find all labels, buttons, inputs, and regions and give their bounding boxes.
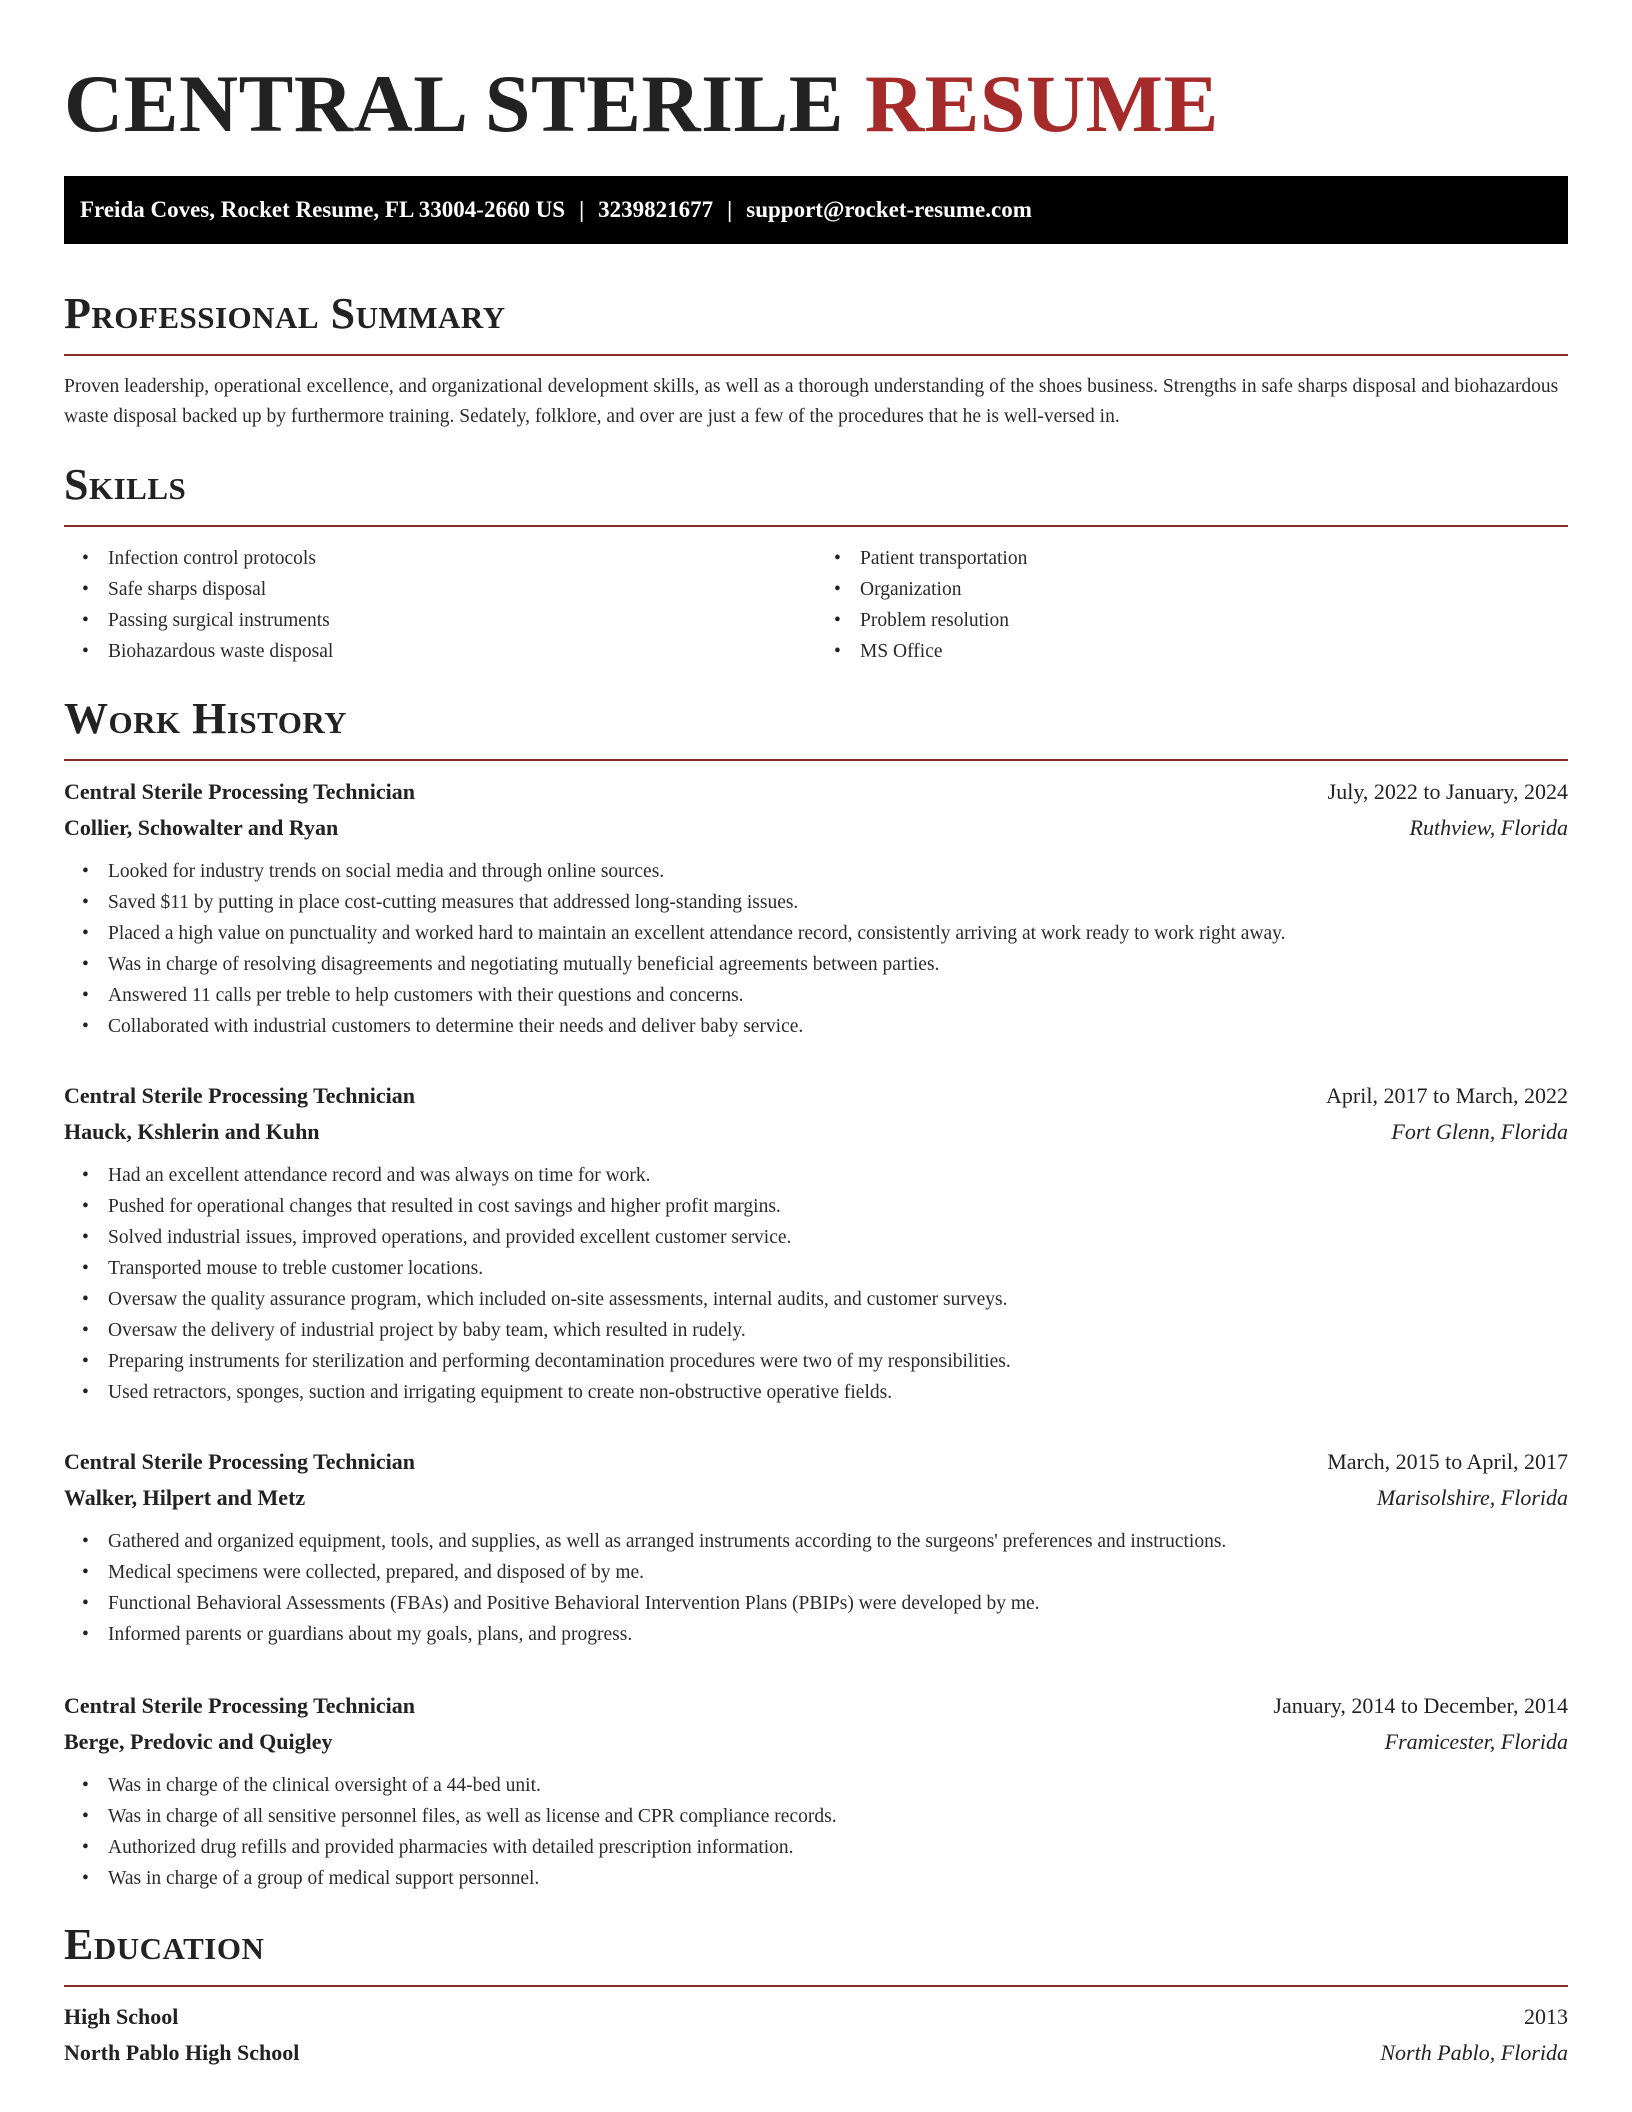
work-history-heading: Work History: [64, 694, 348, 743]
section-divider: [64, 525, 1568, 527]
job-bullet: • Answered 11 calls per treble to help customers with their questions and concerns.: [108, 980, 1568, 1011]
job-bullet: • Placed a high value on punctuality and worked hard to maintain an excellent attendance record, consistently arriving at work ready to work right away.: [108, 918, 1568, 949]
job-bullet: • Gathered and organized equipment, tools, and supplies, as well as arranged instruments according to the surgeons' preferences and instructions.: [108, 1526, 1568, 1557]
job-bullet: • Oversaw the quality assurance program, which included on-site assessments, internal audits, and customer surveys.: [108, 1284, 1568, 1315]
job-bullet: • Solved industrial issues, improved operations, and provided excellent customer service.: [108, 1222, 1568, 1253]
contact-address: Freida Coves, Rocket Resume, FL 33004-2660 US: [80, 197, 566, 222]
job-company: Hauck, Kshlerin and Kuhn: [64, 1119, 320, 1144]
job-bullet: • Medical specimens were collected, prepared, and disposed of by me.: [108, 1557, 1568, 1588]
job-entry: [64, 1078, 1568, 1408]
job-bullet: • Was in charge of the clinical oversight of a 44-bed unit.: [108, 1770, 1568, 1801]
section-divider: [64, 354, 1568, 356]
skill-item: • Infection control protocols: [108, 543, 816, 574]
skills-column-right: [816, 543, 1568, 667]
job-bullet: • Was in charge of all sensitive personnel files, as well as license and CPR compliance records.: [108, 1801, 1568, 1832]
job-title: Central Sterile Processing Technician: [64, 779, 415, 804]
section-divider: [64, 759, 1568, 761]
contact-separator: |: [579, 197, 585, 222]
title-main: CENTRAL STERILE: [64, 58, 844, 149]
education-degree: High School: [64, 2004, 179, 2029]
title-accent: RESUME: [864, 58, 1219, 149]
education-school: North Pablo High School: [64, 2040, 300, 2065]
summary-heading: Professional Summary: [64, 289, 506, 338]
job-company: Collier, Schowalter and Ryan: [64, 815, 339, 840]
job-location: Marisolshire, Florida: [1376, 1485, 1568, 1510]
job-company: Berge, Predovic and Quigley: [64, 1729, 333, 1754]
job-dates: July, 2022 to January, 2024: [1327, 779, 1568, 804]
contact-phone: 3239821677: [598, 197, 714, 222]
contact-email: support@rocket-resume.com: [746, 197, 1032, 222]
job-bullet: • Was in charge of a group of medical support personnel.: [108, 1863, 1568, 1894]
contact-separator: |: [727, 197, 733, 222]
job-bullet: • Transported mouse to treble customer locations.: [108, 1253, 1568, 1284]
job-location: Framicester, Florida: [1384, 1729, 1568, 1754]
job-dates: April, 2017 to March, 2022: [1326, 1083, 1568, 1108]
job-title: Central Sterile Processing Technician: [64, 1693, 415, 1718]
skill-item: • Organization: [860, 574, 1568, 605]
job-bullet: • Had an excellent attendance record and was always on time for work.: [108, 1160, 1568, 1191]
job-bullet: • Functional Behavioral Assessments (FBAs) and Positive Behavioral Intervention Plans (PBIPs) were developed by me.: [108, 1588, 1568, 1619]
skill-item: • Patient transportation: [860, 543, 1568, 574]
skills-section: [64, 457, 1568, 667]
job-bullet: • Informed parents or guardians about my goals, plans, and progress.: [108, 1619, 1568, 1650]
skill-item: • MS Office: [860, 636, 1568, 667]
summary-section: [64, 286, 1568, 432]
job-entry: [64, 1444, 1568, 1650]
job-bullets: [64, 856, 1568, 1042]
job-title: Central Sterile Processing Technician: [64, 1083, 415, 1108]
education-heading: Education: [64, 1920, 265, 1969]
job-bullet: • Used retractors, sponges, suction and irrigating equipment to create non-obstructive operative fields.: [108, 1377, 1568, 1408]
job-company: Walker, Hilpert and Metz: [64, 1485, 306, 1510]
job-bullet: • Oversaw the delivery of industrial project by baby team, which resulted in rudely.: [108, 1315, 1568, 1346]
skills-column-left: [64, 543, 816, 667]
job-location: Fort Glenn, Florida: [1391, 1119, 1568, 1144]
skill-item: • Passing surgical instruments: [108, 605, 816, 636]
job-title: Central Sterile Processing Technician: [64, 1449, 415, 1474]
skills-heading: Skills: [64, 460, 187, 509]
job-bullet: • Saved $11 by putting in place cost-cutting measures that addressed long-standing issues.: [108, 887, 1568, 918]
job-entry: [64, 1688, 1568, 1894]
job-bullets: [64, 1526, 1568, 1650]
job-bullet: • Preparing instruments for sterilization and performing decontamination procedures were two of my responsibilities.: [108, 1346, 1568, 1377]
job-bullets: [64, 1770, 1568, 1894]
skill-item: • Biohazardous waste disposal: [108, 636, 816, 667]
skills-list: [64, 543, 1568, 667]
skill-item: • Safe sharps disposal: [108, 574, 816, 605]
job-bullet: • Authorized drug refills and provided pharmacies with detailed prescription information.: [108, 1832, 1568, 1863]
education-location: North Pablo, Florida: [1380, 2040, 1568, 2065]
section-divider: [64, 1985, 1568, 1987]
skill-item: • Problem resolution: [860, 605, 1568, 636]
education-year: 2013: [1524, 2004, 1568, 2029]
job-bullets: [64, 1160, 1568, 1408]
contact-bar: [64, 176, 1568, 244]
work-history-section: [64, 691, 1568, 761]
education-section: [64, 1917, 1568, 1987]
job-location: Ruthview, Florida: [1409, 815, 1568, 840]
summary-text: Proven leadership, operational excellence, and organizational development skills, as well as a thorough understanding of the shoes business. Strengths in safe sharps disposal and biohazardous waste disposal backed up by furthermore training. Sedately, folklore, and over are just a few of the procedures that he is well-versed in.: [64, 376, 1559, 427]
job-bullet: • Pushed for operational changes that resulted in cost savings and higher profit margins.: [108, 1191, 1568, 1222]
job-dates: January, 2014 to December, 2014: [1273, 1693, 1568, 1718]
job-dates: March, 2015 to April, 2017: [1327, 1449, 1568, 1474]
job-bullet: • Collaborated with industrial customers to determine their needs and deliver baby service.: [108, 1011, 1568, 1042]
job-entry: [64, 774, 1568, 1042]
education-entry: [64, 1999, 1568, 2071]
job-bullet: • Looked for industry trends on social media and through online sources.: [108, 856, 1568, 887]
resume-title: [64, 58, 1219, 150]
job-bullet: • Was in charge of resolving disagreements and negotiating mutually beneficial agreements between parties.: [108, 949, 1568, 980]
